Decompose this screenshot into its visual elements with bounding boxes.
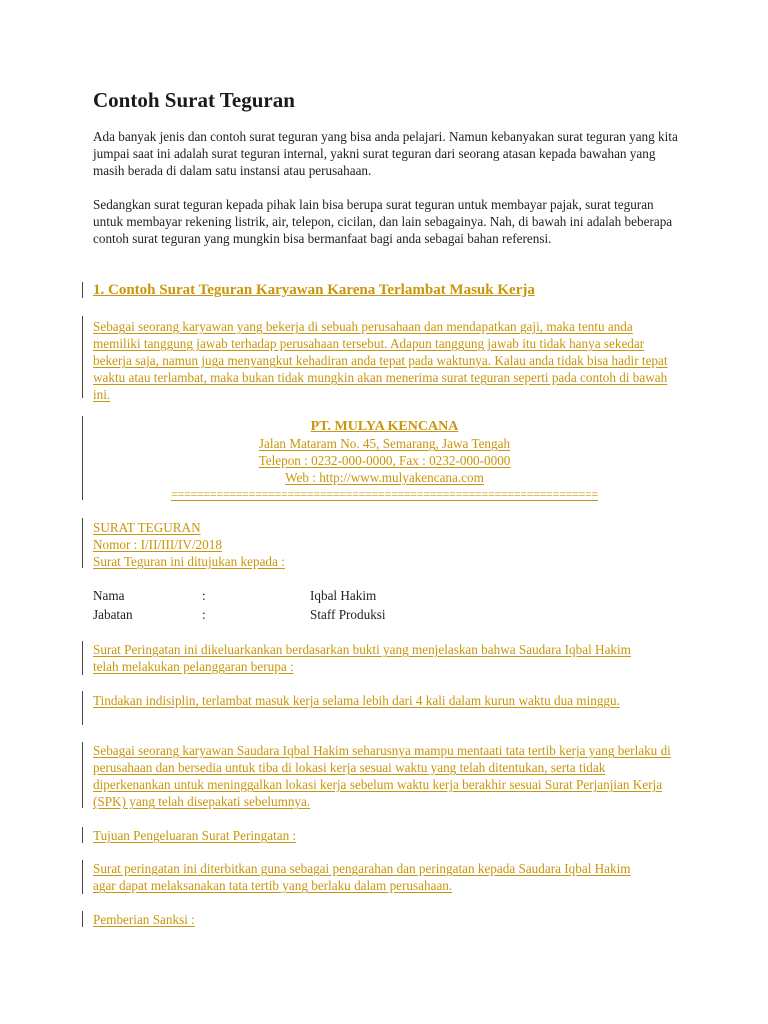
change-bar — [82, 860, 83, 894]
purpose-heading: Tujuan Pengeluaran Surat Peringatan : — [93, 828, 297, 843]
change-bar — [82, 691, 83, 725]
intro-paragraph-2: Sedangkan surat teguran kepada pihak lain bisa berupa surat teguran untuk membayar pajak, surat teguran untuk membayar rekening listrik, air, telepon, cicilan, dan lain sebagainya. Nah, di bawah ini adalah beberapa contoh surat teguran yang mungkin bisa bermanfaat bagi anda sebagai bahan referensi. — [93, 197, 673, 246]
company-name: PT. MULYA KENCANA — [310, 419, 459, 434]
letterhead — [93, 418, 676, 503]
company-web: Web : http://www.mulyakencana.com — [285, 470, 484, 485]
change-bar — [82, 518, 83, 568]
company-phone: Telepon : 0232-000-0000, Fax : 0232-000-0000 — [258, 453, 511, 468]
document-title: Contoh Surat Teguran — [93, 88, 295, 112]
change-bar — [82, 641, 83, 675]
section-intro-paragraph: Sebagai seorang karyawan yang bekerja di sebuah perusahaan dan mendapatkan gaji, maka tentu anda memiliki tanggung jawab terhadap perusahaan tersebut. Adapun tanggung jawab itu tidak hanya sekedar bekerja saja, namun juga menyangkut kehadiran anda tepat pada waktunya. Kalau anda tidak bisa hadir tepat waktu atau terlambat, maka bukan tidak mungkin akan menerima surat teguran seperti pada contoh di bawah ini. — [93, 319, 668, 402]
letter-paragraph-3: Sebagai seorang karyawan Saudara Iqbal Hakim seharusnya mampu mentaati tata tertib kerja yang berlaku di perusahaan dan bersedia untuk tiba di lokasi kerja sesuai waktu yang telah ditentukan, serta tidak diperkenankan untuk meninggalkan lokasi kerja sebelum waktu kerja berakhir sesuai Surat Perjanjian Kerja (SPK) yang telah disepakati sebelumnya. — [93, 743, 671, 809]
letter-number: Nomor : I/II/III/IV/2018 — [93, 537, 222, 552]
field-value: Staff Produksi — [310, 607, 386, 622]
section-heading: 1. Contoh Surat Teguran Karyawan Karena Terlambat Masuk Kerja — [93, 282, 535, 298]
change-bar — [82, 742, 83, 808]
field-separator: : — [202, 588, 206, 603]
field-separator: : — [202, 607, 206, 622]
letter-header — [93, 519, 683, 570]
change-bar — [82, 316, 83, 398]
letter-type: SURAT TEGURAN — [93, 520, 201, 535]
change-bar — [82, 911, 83, 927]
company-address: Jalan Mataram No. 45, Semarang, Jawa Tengah — [258, 436, 511, 451]
letter-addressed-to: Surat Teguran ini ditujukan kepada : — [93, 554, 285, 569]
change-bar — [82, 416, 83, 500]
purpose-paragraph: Surat peringatan ini diterbitkan guna sebagai pengarahan dan peringatan kepada Saudara Iqbal Hakim agar dapat melaksanakan tata tertib yang berlaku dalam perusahaan. — [93, 861, 631, 893]
change-bar — [82, 827, 83, 843]
letterhead-separator: ================================================================== — [171, 487, 598, 501]
letter-paragraph-1: Surat Peringatan ini dikeluarkankan berdasarkan bukti yang menjelaskan bahwa Saudara Iqbal Hakim telah melakukan pelanggaran berupa : — [93, 642, 631, 674]
change-bar — [82, 282, 83, 298]
sanction-heading: Pemberian Sanksi : — [93, 912, 195, 927]
field-label: Jabatan — [93, 607, 133, 622]
field-label: Nama — [93, 588, 125, 603]
intro-paragraph-1: Ada banyak jenis dan contoh surat teguran yang bisa anda pelajari. Namun kebanyakan surat teguran yang kita jumpai saat ini adalah surat teguran internal, yakni surat teguran dari seorang atasan kepada bawahan yang masih berada di dalam satu instansi atau perusahaan. — [93, 129, 678, 178]
letter-paragraph-2: Tindakan indisiplin, terlambat masuk kerja selama lebih dari 4 kali dalam kurun waktu dua minggu. — [93, 693, 620, 708]
field-value: Iqbal Hakim — [310, 588, 377, 603]
